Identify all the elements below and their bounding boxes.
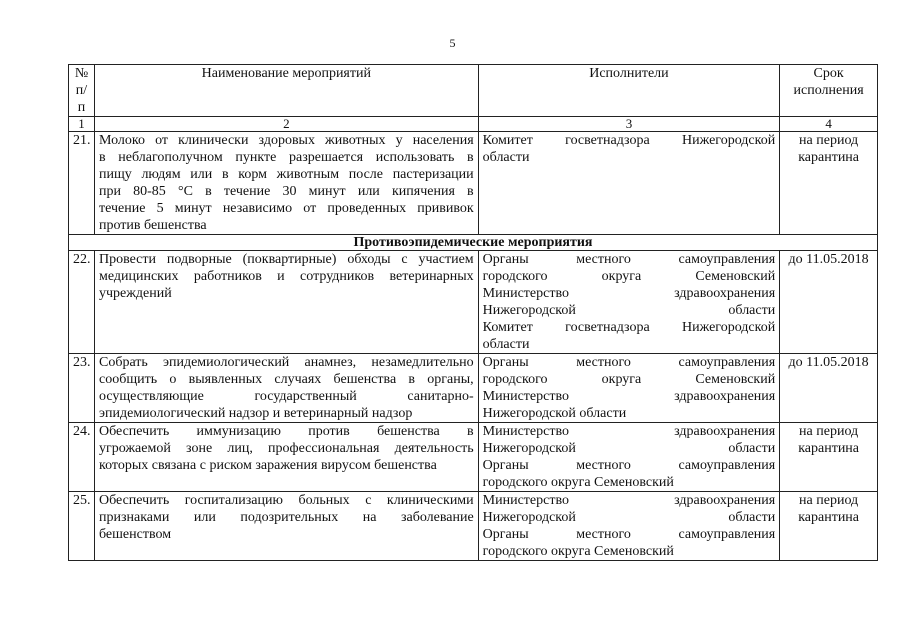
col-number-4: 4 xyxy=(780,117,878,132)
term xyxy=(780,132,878,235)
measure-name-line: эпидемиологический надзор и ветеринарный надзор xyxy=(98,406,413,421)
executor-line: Комитет госветнадзора Нижегородской xyxy=(482,320,776,335)
term-line: до 11.05.2018 xyxy=(788,355,869,370)
measure-name xyxy=(94,132,478,235)
executor-line: Министерство здравоохранения xyxy=(482,424,776,439)
table-row xyxy=(69,354,878,423)
rows-group-b xyxy=(69,251,878,561)
term-line: карантина xyxy=(798,150,860,165)
measure-name-line: пищу людям или в корм животным после пастеризации xyxy=(98,167,474,182)
executor-line: городского округа Семеновский xyxy=(482,269,776,284)
measure-name-line: Собрать эпидемиологический анамнез, незамедлительно xyxy=(98,355,474,370)
executor-line: Нижегородской области xyxy=(482,406,627,421)
executor-line: области xyxy=(482,150,530,165)
section-row xyxy=(69,235,878,251)
measure-name-line: угрожаемой зоне лиц, профессиональная деятельность xyxy=(98,441,474,456)
row-number: 24. xyxy=(69,423,95,492)
executor-line: Органы местного самоуправления xyxy=(482,252,776,267)
executors xyxy=(478,354,780,423)
measure-name-line: бешенством xyxy=(98,527,172,542)
executor-line: Комитет госветнадзора Нижегородской xyxy=(482,133,776,148)
header-num-line1: № xyxy=(74,66,89,81)
header-name: Наименование мероприятий xyxy=(94,65,478,117)
table-row xyxy=(69,132,878,235)
term xyxy=(780,251,878,354)
measure-name xyxy=(94,354,478,423)
header-num xyxy=(69,65,95,117)
term xyxy=(780,354,878,423)
measure-name xyxy=(94,492,478,561)
row-number: 22. xyxy=(69,251,95,354)
header-executors: Исполнители xyxy=(478,65,780,117)
term-line: на период xyxy=(799,493,859,508)
term xyxy=(780,423,878,492)
header-term-line2: исполнения xyxy=(793,83,864,98)
executor-line: городского округа Семеновский xyxy=(482,372,776,387)
row-number: 25. xyxy=(69,492,95,561)
executor-line: городского округа Семеновский xyxy=(482,475,674,490)
measure-name xyxy=(94,251,478,354)
executors xyxy=(478,132,780,235)
measure-name-line: Обеспечить госпитализацию больных с клиническими xyxy=(98,493,474,508)
row-number: 21. xyxy=(69,132,95,235)
header-num-line2: п/п xyxy=(75,83,88,115)
measure-name-line: Провести подворные (поквартирные) обходы с участием xyxy=(98,252,474,267)
executor-line: Министерство здравоохранения xyxy=(482,389,776,404)
measure-name-line: сообщить о выявленных случаях бешенства в органы, xyxy=(98,372,474,387)
executor-line: Органы местного самоуправления xyxy=(482,355,776,370)
header-term xyxy=(780,65,878,117)
table-row xyxy=(69,251,878,354)
measure-name-line: признаками или подозрительных на заболевание xyxy=(98,510,474,525)
col-number-2: 2 xyxy=(94,117,478,132)
header-term-line1: Срок xyxy=(813,66,844,81)
measure-name-line: учреждений xyxy=(98,286,172,301)
measure-name-line: течение 5 минут независимо от проведенных прививок xyxy=(98,201,474,216)
term-line: карантина xyxy=(798,441,860,456)
term-line: на период xyxy=(799,133,859,148)
term xyxy=(780,492,878,561)
table-header-row xyxy=(69,65,878,117)
executor-line: городского округа Семеновский xyxy=(482,544,674,559)
measure-name-line: против бешенства xyxy=(98,218,207,233)
measure-name-line: медицинских работников и сотрудников ветеринарных xyxy=(98,269,474,284)
col-number-1: 1 xyxy=(69,117,95,132)
rows-group-a xyxy=(69,132,878,235)
measures-table xyxy=(68,64,878,561)
measure-name-line: Обеспечить иммунизацию против бешенства в xyxy=(98,424,474,439)
page-number: 5 xyxy=(449,36,456,50)
executors xyxy=(478,251,780,354)
executor-line: Органы местного самоуправления xyxy=(482,458,776,473)
table-row xyxy=(69,492,878,561)
executors xyxy=(478,423,780,492)
term-line: до 11.05.2018 xyxy=(788,252,869,267)
col-number-3: 3 xyxy=(478,117,780,132)
measure-name xyxy=(94,423,478,492)
measure-name-line: осуществляющие государственный санитарно- xyxy=(98,389,474,404)
executor-line: Министерство здравоохранения xyxy=(482,286,776,301)
table-row xyxy=(69,423,878,492)
executor-line: Органы местного самоуправления xyxy=(482,527,776,542)
term-line: карантина xyxy=(798,510,860,525)
row-number: 23. xyxy=(69,354,95,423)
section-title: Противоэпидемические мероприятия xyxy=(69,235,878,251)
measure-name-line: при 80-85 °С в течение 30 минут или кипячения в xyxy=(98,184,474,199)
measure-name-line: Молоко от клинически здоровых животных у населения xyxy=(98,133,474,148)
column-number-row xyxy=(69,117,878,132)
executor-line: области xyxy=(482,337,530,352)
executors xyxy=(478,492,780,561)
measure-name-line: в неблагополучном пункте разрешается использовать в xyxy=(98,150,474,165)
executor-line: Нижегородской области xyxy=(482,510,776,525)
measure-name-line: которых связана с риском заражения вирусом бешенства xyxy=(98,458,437,473)
executor-line: Министерство здравоохранения xyxy=(482,493,776,508)
executor-line: Нижегородской области xyxy=(482,441,776,456)
term-line: на период xyxy=(799,424,859,439)
executor-line: Нижегородской области xyxy=(482,303,776,318)
